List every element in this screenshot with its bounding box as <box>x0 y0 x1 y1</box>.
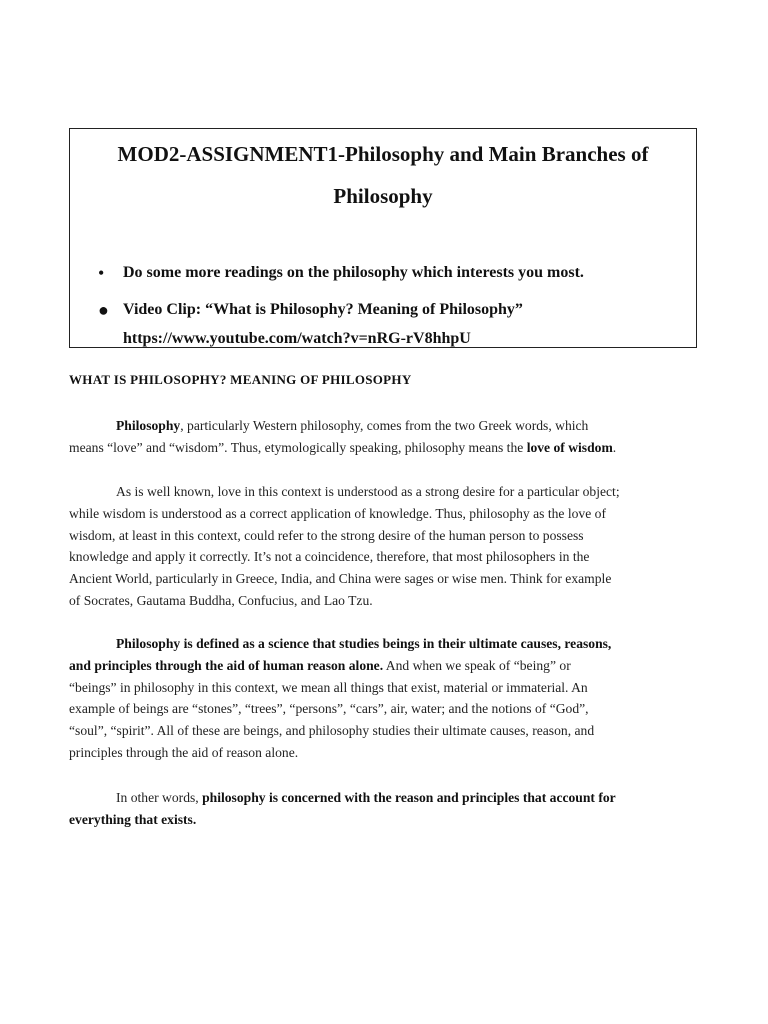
conclusion-bold-line2: everything that exists. <box>69 811 197 827</box>
bullet-dot-icon: • <box>98 263 105 283</box>
paragraph-1 <box>69 415 699 459</box>
video-link[interactable]: https://www.youtube.com/watch?v=nRG-rV8hhpU <box>123 330 471 347</box>
p2-line: As is well known, love in this context is understood as a strong desire for a particular object; <box>116 484 620 499</box>
assignment-box <box>69 128 697 348</box>
paragraph-2 <box>69 481 699 612</box>
philosophy-bold: Philosophy <box>116 418 181 433</box>
assignment-title-line1: MOD2-ASSIGNMENT1-Philosophy and Main Branches of <box>117 142 649 166</box>
conclusion-bold-line1: philosophy is concerned with the reason and principles that account for <box>202 790 616 805</box>
p2-line: knowledge and apply it correctly. It’s not a coincidence, therefore, that most philosophers in the <box>69 549 590 565</box>
p4-line1-text: In other words, <box>116 790 203 805</box>
p1-line2-text: means “love” and “wisdom”. Thus, etymologically speaking, philosophy means the <box>69 439 527 455</box>
definition-bold-line1: Philosophy is defined as a science that studies beings in their ultimate causes, reasons, <box>116 636 612 651</box>
bullet-readings-text: Do some more readings on the philosophy which interests you most. <box>123 264 584 281</box>
p2-line: wisdom, at least in this context, could refer to the strong desire of the human person to possess <box>69 527 584 543</box>
p3-line: example of beings are “stones”, “trees”, “persons”, “cars”, air, water; and the notions of “God”, <box>69 701 589 717</box>
paragraph-3 <box>69 633 699 764</box>
p3-line: “soul”, “spirit”. All of these are beings, and philosophy studies their ultimate causes, reason, and <box>69 723 595 739</box>
p3-line2-text: And when we speak of “being” or <box>383 657 571 673</box>
p3-line: principles through the aid of reason alone. <box>69 744 299 760</box>
p1-line1-text: , particularly Western philosophy, comes from the two Greek words, which <box>180 418 589 433</box>
p1-period: . <box>612 439 617 455</box>
definition-bold-line2: and principles through the aid of human reason alone. <box>69 657 384 673</box>
p2-line: of Socrates, Gautama Buddha, Confucius, and Lao Tzu. <box>69 592 373 608</box>
p3-line: “beings” in philosophy in this context, we mean all things that exist, material or immaterial. An <box>69 679 588 695</box>
paragraph-4 <box>69 787 699 831</box>
p2-line: while wisdom is understood as a correct application of knowledge. Thus, philosophy as the love of <box>69 505 606 521</box>
section-heading: WHAT IS PHILOSOPHY? MEANING OF PHILOSOPHY <box>69 372 412 387</box>
love-of-wisdom-bold: love of wisdom <box>526 439 613 455</box>
p2-line: Ancient World, particularly in Greece, India, and China were sages or wise men. Think for example <box>69 571 612 587</box>
assignment-title-line2: Philosophy <box>333 184 433 208</box>
bullet-video-text: Video Clip: “What is Philosophy? Meaning of Philosophy” <box>123 301 523 318</box>
bullet-dot-icon: ● <box>98 300 109 320</box>
